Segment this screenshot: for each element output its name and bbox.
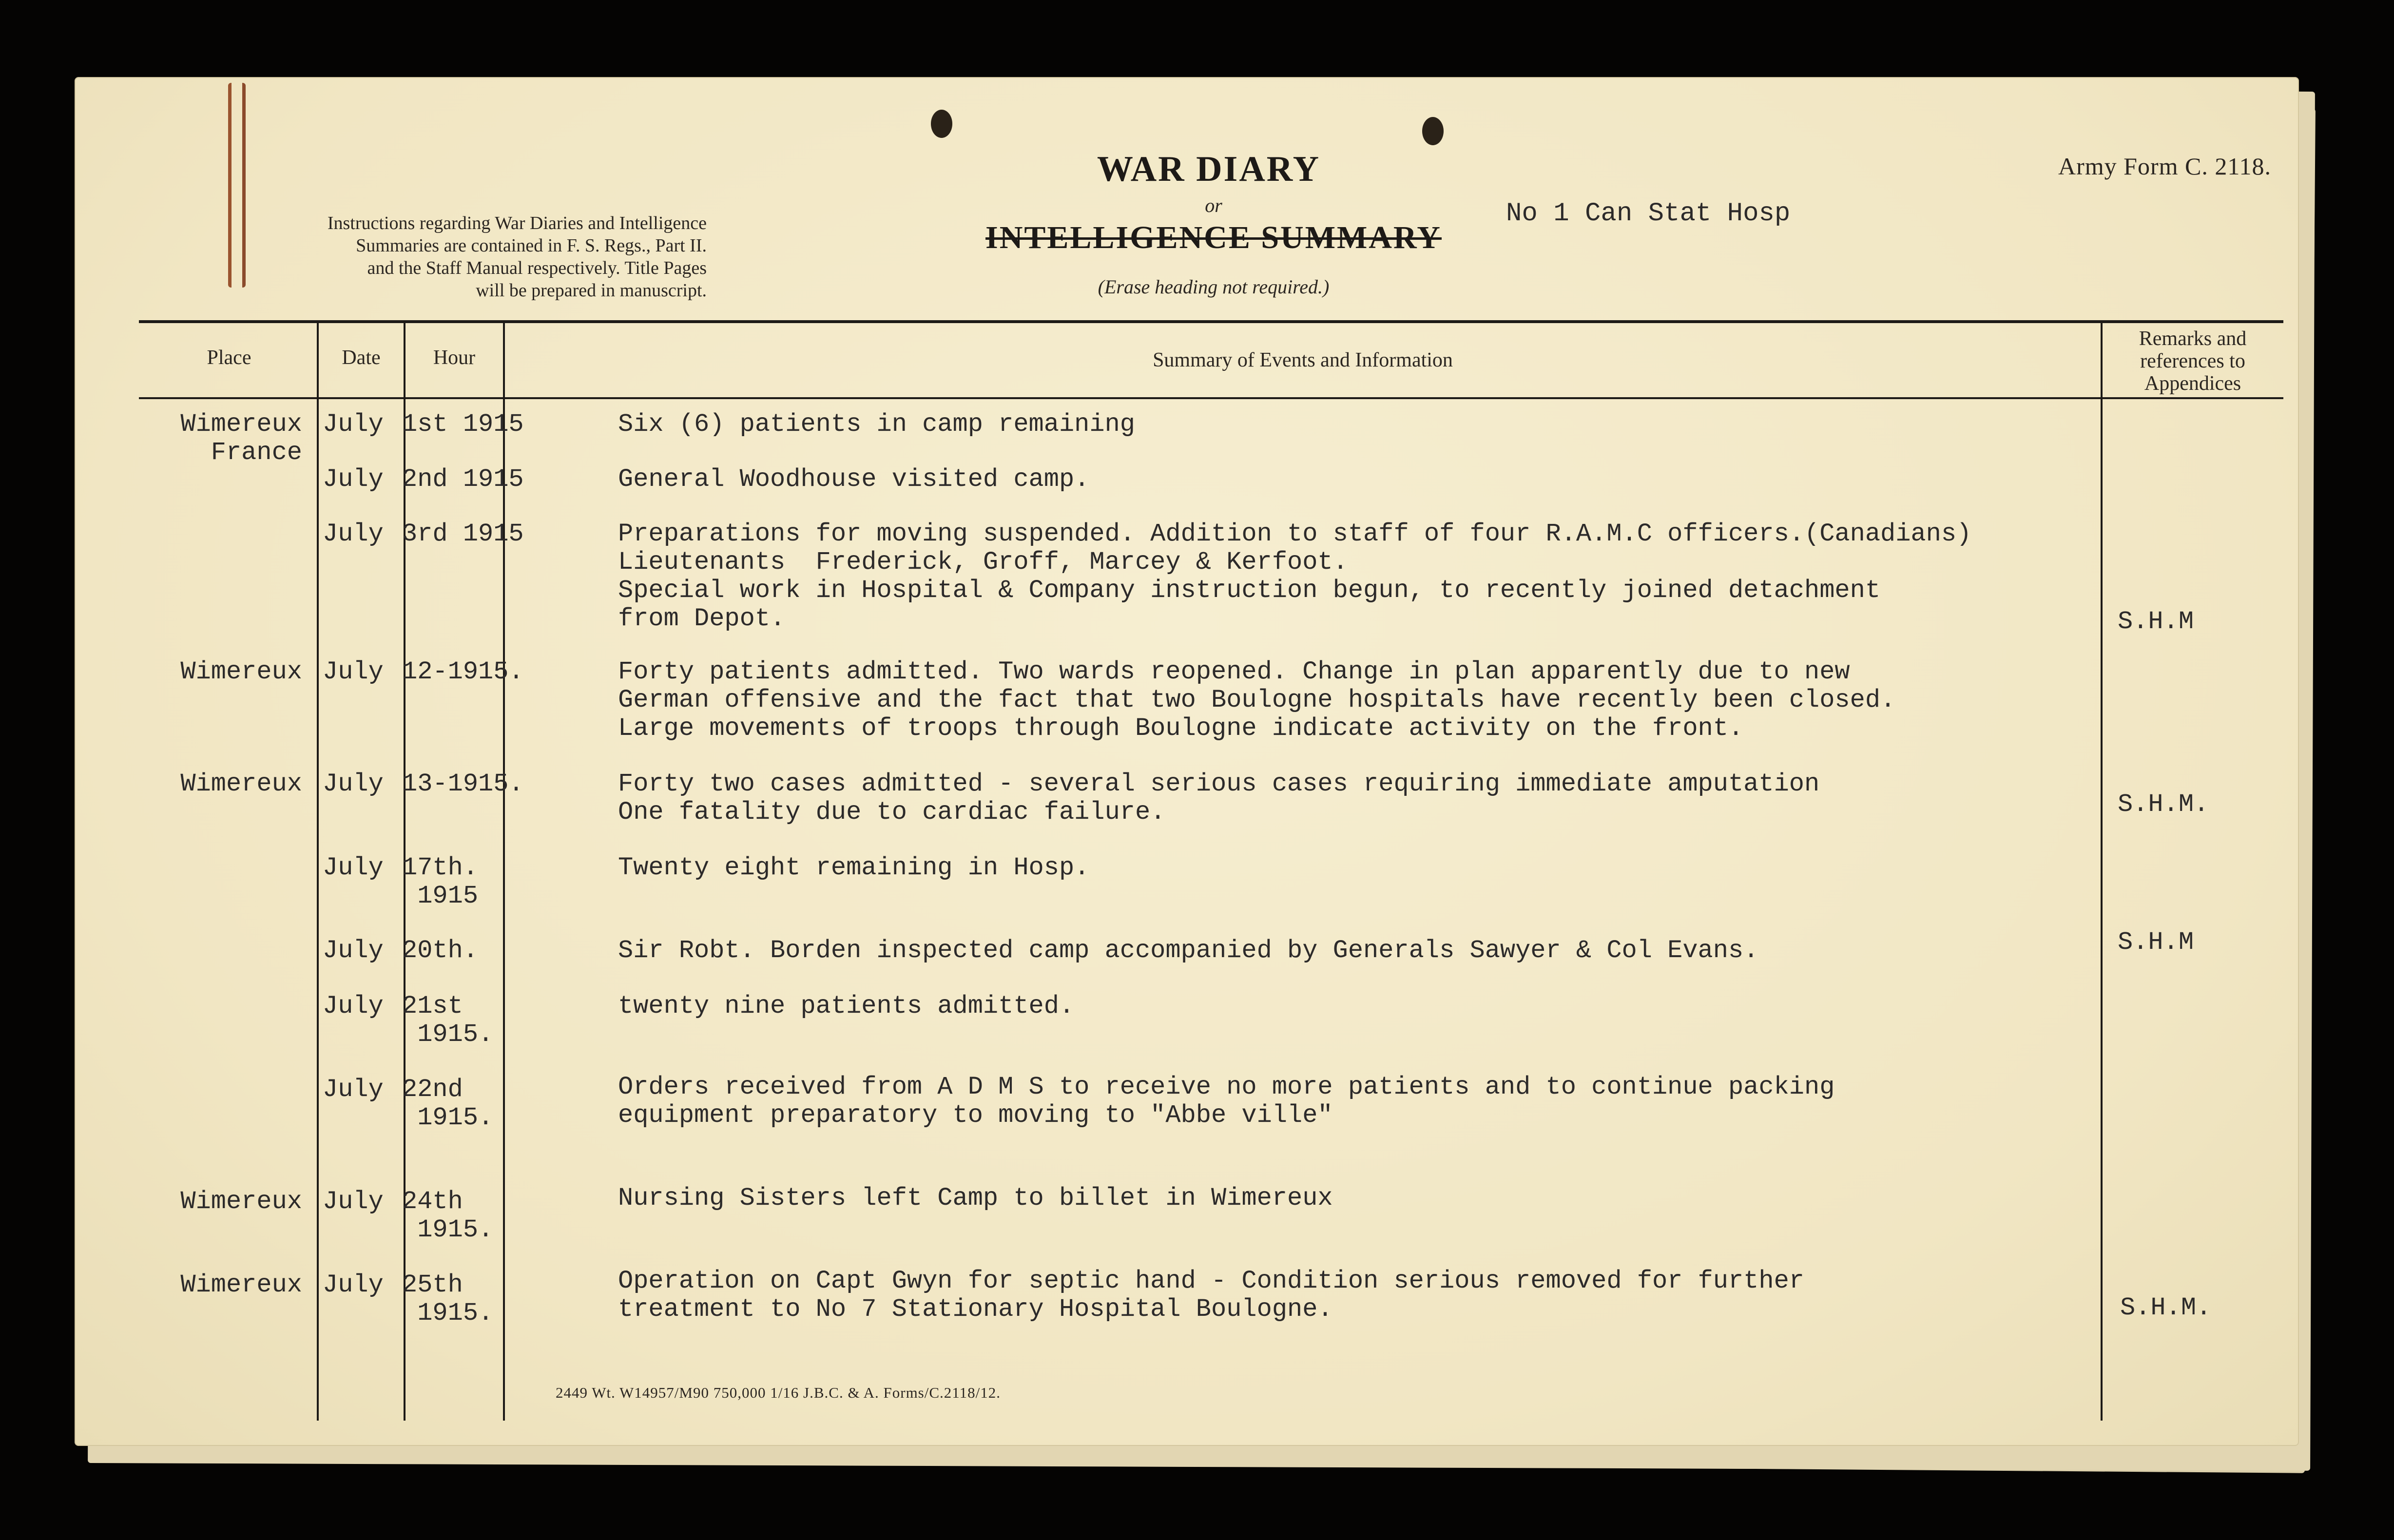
- entry-date: July: [323, 465, 384, 494]
- entry-summary: Twenty eight remaining in Hosp.: [618, 853, 1090, 882]
- entry-date: July: [323, 1270, 384, 1299]
- entry-day: 2nd 1915: [402, 465, 524, 494]
- entry-day: 22nd 1915.: [402, 1075, 494, 1132]
- unit-name: No 1 Can Stat Hosp: [1506, 199, 1791, 229]
- instructions-line: Summaries are contained in F. S. Regs., Part II.: [356, 235, 707, 256]
- remarks-header-line: Appendices: [2144, 372, 2241, 395]
- instructions-line: and the Staff Manual respectively. Title Pages: [367, 258, 707, 278]
- entry-summary: Orders received from A D M S to receive no more patients and to continue packing equipment preparatory to moving to "Abbe ville": [618, 1073, 1835, 1130]
- column-header-date: Date: [342, 346, 381, 369]
- print-footer: 2449 Wt. W14957/M90 750,000 1/16 J.B.C. & A. Forms/C.2118/12.: [556, 1384, 1001, 1401]
- column-header-summary: Summary of Events and Information: [1153, 349, 1453, 371]
- instructions-line: Instructions regarding War Diaries and Intelligence: [327, 213, 707, 233]
- erase-note: (Erase heading not required.): [1098, 276, 1330, 298]
- punch-hole: [1422, 117, 1444, 145]
- entry-date: July: [323, 657, 384, 686]
- entry-place: Wimereux: [180, 1270, 302, 1299]
- entry-remarks: S.H.M: [2118, 928, 2194, 957]
- entry-remarks: S.H.M.: [2118, 790, 2209, 819]
- form-number: Army Form C. 2118.: [2058, 153, 2271, 180]
- entry-date: July: [323, 992, 384, 1020]
- punch-hole: [931, 110, 952, 138]
- entry-day: 25th 1915.: [402, 1270, 494, 1328]
- entry-date: July: [323, 853, 384, 882]
- entry-summary: General Woodhouse visited camp.: [618, 465, 1090, 494]
- entry-day: 13-1915.: [402, 770, 524, 798]
- entry-summary: Sir Robt. Borden inspected camp accompanied by Generals Sawyer & Col Evans.: [618, 936, 1759, 965]
- entry-day: 21st 1915.: [402, 992, 494, 1049]
- header-bottom-rule: [139, 397, 2283, 399]
- entry-day: 3rd 1915: [402, 520, 524, 548]
- page-subtitle: INTELLIGENCE SUMMARY: [985, 220, 1442, 255]
- entry-place: Wimereux: [180, 1187, 302, 1216]
- entry-place: Wimereux France: [180, 410, 302, 467]
- entry-remarks: S.H.M: [2118, 607, 2194, 636]
- entry-summary: Preparations for moving suspended. Addition to staff of four R.A.M.C officers.(Canadians) Lieutenants Frederick, Groff, Marcey & Kerfoot. Special work in Hospital & Company instruction begun, to recently joined detachment from Depot.: [618, 520, 1972, 633]
- entry-summary: Operation on Capt Gwyn for septic hand - Condition serious removed for further treatment to No 7 Stationary Hospital Boulogne.: [618, 1267, 1804, 1324]
- page-title: WAR DIARY: [1097, 149, 1321, 189]
- entry-date: July: [323, 936, 384, 965]
- entry-date: July: [323, 1075, 384, 1104]
- entry-place: Wimereux: [180, 657, 302, 686]
- remarks-header-line: Remarks and: [2139, 327, 2247, 350]
- entry-date: July: [323, 410, 384, 439]
- entry-summary: twenty nine patients admitted.: [618, 992, 1075, 1020]
- instructions-note: [190, 212, 707, 302]
- column-header-hour: Hour: [433, 346, 476, 369]
- title-or: or: [1205, 194, 1222, 216]
- entry-summary: Forty two cases admitted - several serious cases requiring immediate amputation One fatality due to cardiac failure.: [618, 770, 1820, 827]
- remarks-header-line: references to: [2140, 350, 2245, 372]
- entry-date: July: [323, 770, 384, 798]
- entry-date: July: [323, 1187, 384, 1216]
- entry-summary: Forty patients admitted. Two wards reopened. Change in plan apparently due to new German offensive and the fact that two Boulogne hospitals have recently been closed. Large movements of troops through Boulogne indicate activity on the front.: [618, 657, 1896, 743]
- entry-summary: Nursing Sisters left Camp to billet in Wimereux: [618, 1184, 1333, 1213]
- entry-place: Wimereux: [180, 770, 302, 798]
- entry-day: 12-1915.: [402, 657, 524, 686]
- entry-date: July: [323, 520, 384, 548]
- column-divider: [317, 322, 319, 1421]
- entry-day: 20th.: [402, 936, 479, 965]
- entry-remarks: S.H.M.: [2120, 1293, 2212, 1322]
- column-header-remarks: [2103, 327, 2283, 395]
- column-divider: [2101, 322, 2103, 1421]
- entry-day: 1st 1915: [402, 410, 524, 439]
- entry-day: 17th. 1915: [402, 853, 479, 910]
- entry-summary: Six (6) patients in camp remaining: [618, 410, 1135, 439]
- table-top-rule: [139, 320, 2283, 323]
- instructions-line: will be prepared in manuscript.: [476, 280, 707, 301]
- column-header-place: Place: [207, 346, 251, 369]
- entry-day: 24th 1915.: [402, 1187, 494, 1244]
